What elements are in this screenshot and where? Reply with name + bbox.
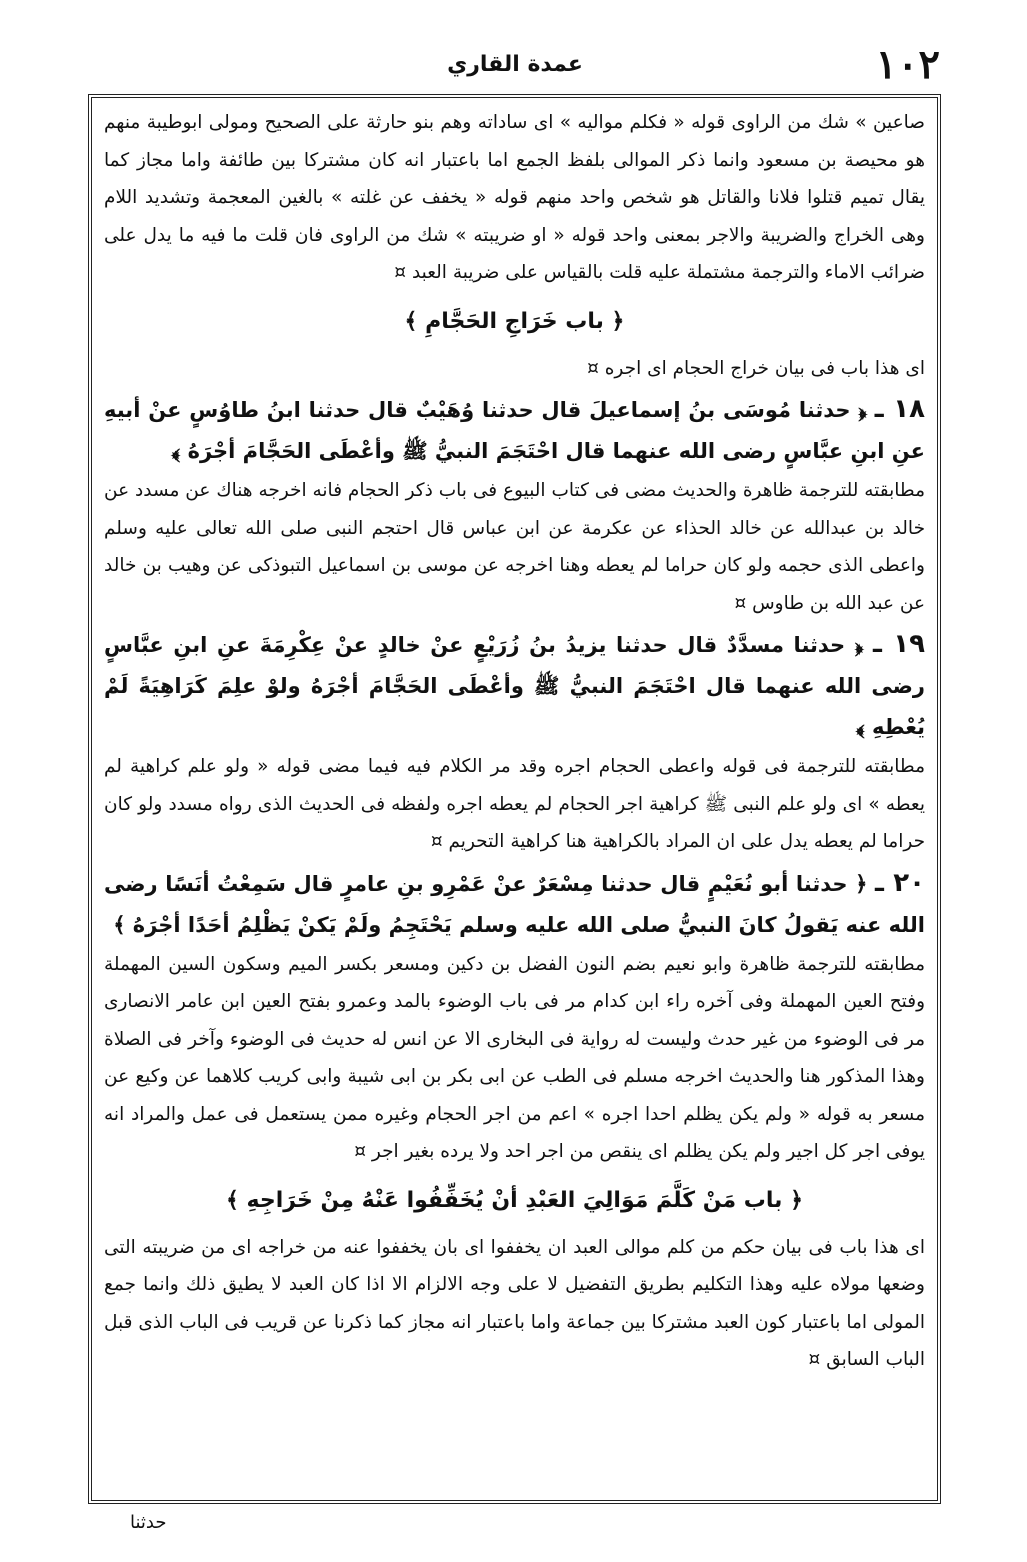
hadith-number-19: ١٩ ـ [873, 629, 925, 659]
paragraph-chapter-explanation-1: اى هذا باب فى بيان خراج الحجام اى اجره ¤ [587, 357, 925, 379]
page-number: ١٠٢ [875, 41, 940, 88]
hadith-number-18: ١٨ ـ [874, 394, 925, 424]
hadith-19 [104, 624, 925, 748]
chapter-heading-2: ﴿ باب مَنْ كَلَّمَ مَوَالِيَ العَبْدِ أنْ يُخَفِّفُوا عَنْهُ مِنْ خَرَاجِهِ ﴾ [226, 1187, 803, 1213]
hadith-text-19: ﴿ حدثنا مسدَّدٌ قال حدثنا يزيدُ بنُ زُرَيْعٍ عنْ خالدٍ عنْ عِكْرِمَةَ عنِ ابنِ عبَّاسٍ رضى الله عنهما قال احْتَجَمَ النبيُّ ﷺ وأعْطَى الحَجَّامَ أجْرَهُ ولوْ علِمَ كَرَاهِيَةً لَمْ يُعْطِهِ ﴾ [104, 633, 925, 739]
hadith-20 [104, 863, 925, 946]
chapter-heading-1: ﴿ باب خَرَاجِ الحَجَّامِ ﴾ [404, 308, 625, 334]
paragraph-commentary-1: صاعين » شك من الراوى قوله « فكلم مواليه » اى ساداته وهم بنو حارثة على الصحيح ومولى ابوطيبة منهم هو محيصة بن مسعود وانما ذكر الموالى بلفظ الجمع اما باعتبار انه كان مشتركا بين طائفة واما مجاز كما يقال تميم قتلوا فلانا والقاتل هو شخص واحد منهم قوله « يخفف عن غلته » بالغين المعجمة وتشديد اللام وهى الخراج والضريبة والاجر بمعنى واحد قوله « او ضريبته » شك من الراوى فان قلت ما فيه ما يدل على ضرائب الاماء والترجمة مشتملة عليه قلت بالقياس على ضريبة العبد ¤ [104, 112, 925, 283]
page-header [90, 40, 940, 90]
hadith-text-18: ﴿ حدثنا مُوسَى بنُ إسماعيلَ قال حدثنا وُهَيْبٌ قال حدثنا ابنُ طاوُسٍ عنْ أبيهِ عنِ ابنِ عبَّاسٍ رضى الله عنهما قال احْتَجَمَ النبيُّ ﷺ وأعْطَى الحَجَّامَ أجْرَهُ ﴾ [104, 398, 925, 463]
paragraph-commentary-3: مطابقته للترجمة فى قوله واعطى الحجام اجره وقد مر الكلام فيه فيما مضى قوله « ولو علم كراهية لم يعطه » اى ولو علم النبى ﷺ كراهية اجر الحجام لم يعطه اجره ولفظه فى الحديث الذى رواه مسدد ولو كان حراما لم يعطه يدل على ان المراد بالكراهية هنا كراهية التحريم ¤ [104, 756, 925, 852]
catchword: حدثنا [130, 1512, 167, 1533]
hadith-text-20: ﴿ حدثنا أبو نُعَيْمٍ قال حدثنا مِسْعَرٌ عنْ عَمْرِو بنِ عامرٍ قال سَمِعْتُ أنَسًا رضى الله عنه يَقولُ كانَ النبيُّ صلى الله عليه وسلم يَحْتَجِمُ ولَمْ يَكنْ يَظْلِمُ أحَدًا أجْرَهُ ﴾ [104, 871, 925, 937]
text-frame [88, 94, 941, 1504]
paragraph-commentary-4: مطابقته للترجمة ظاهرة وابو نعيم بضم النون الفضل بن دكين ومسعر بكسر الميم وسكون السين المهملة وفتح العين المهملة وفى آخره راء ابن كدام مر فى باب الوضوء بالمد وعمرو بفتح العين ابن عامر الانصارى مر فى الوضوء من غير حدث وليست له رواية فى البخارى الا عن انس له حديث فى الوضوء وآخر فى الصلاة وهذا المذكور هنا والحديث اخرجه مسلم فى الطب عن ابى بكر بن ابى شيبة وابى كريب كلاهما عن وكيع عن مسعر به قوله « ولم يكن يظلم احدا اجره » اعم من اجر الحجام وغيره ممن يستعمل فى عمل والمراد انه يوفى اجر كل اجير ولم يكن يظلم اى ينقص من اجر احد ولا يرده بغير اجر ¤ [104, 953, 925, 1162]
hadith-18 [104, 389, 925, 472]
running-title: عمدة القاري [447, 52, 583, 77]
paragraph-chapter-explanation-2: اى هذا باب فى بيان حكم من كلم موالى العبد ان يخففوا اى بان يخففوا عنه من خراجه اى من ضريبته التى وضعها مولاه عليه وهذا التكليم بطريق التفضيل لا على وجه الالزام الا اذا كان العبد لا يطيق ذلك وانما جمع المولى اما باعتبار كون العبد مشتركا بين جماعة واما باعتبار انه مجاز كما ذكرنا عن قريب فى الباب الذى قبل الباب السابق ¤ [104, 1236, 925, 1370]
paragraph-commentary-2: مطابقته للترجمة ظاهرة والحديث مضى فى كتاب البيوع فى باب ذكر الحجام فانه اخرجه هناك عن مسدد عن خالد بن عبدالله عن خالد الحذاء عن عكرمة عن ابن عباس قال احتجم النبى صلى الله تعالى عليه وسلم واعطى الذى حجمه ولو كان حراما لم يعطه وهنا اخرجه عن موسى بن اسماعيل التبوذكى عن وهيب بن خالد عن عبد الله بن طاوس ¤ [104, 480, 925, 614]
hadith-number-20: ٢٠ ـ [875, 867, 925, 898]
